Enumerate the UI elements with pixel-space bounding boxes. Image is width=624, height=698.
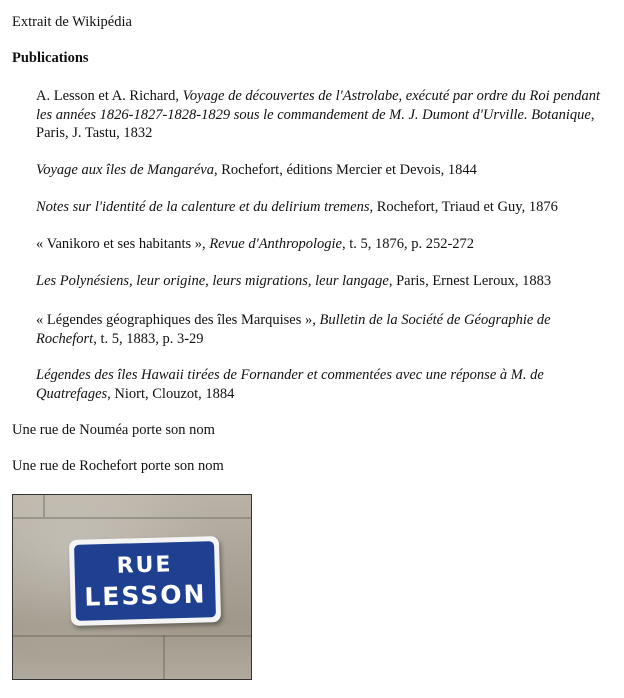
publication-text: , Rochefort, éditions Mercier et Devois, 1844	[213, 162, 477, 178]
source-note: Extrait de Wikipédia	[12, 14, 132, 30]
publication-item	[36, 272, 610, 291]
street-sign-plate	[69, 536, 221, 626]
publication-title: Légendes des îles Hawaii tirées de Fornander et commentées avec une réponse à M. de Quatrefages	[36, 367, 544, 402]
publication-title: Notes sur l'identité de la calenture et du delirium tremens	[36, 199, 370, 215]
publication-text: A. Lesson et A. Richard,	[36, 88, 183, 104]
street-note-rochefort: Une rue de Rochefort porte son nom	[12, 458, 224, 474]
publication-text: , Rochefort, Triaud et Guy, 1876	[369, 199, 558, 215]
publication-title: Revue d'Anthropologie	[209, 236, 342, 252]
stone-joint	[13, 517, 251, 519]
publication-item	[36, 161, 610, 180]
publication-text: , t. 5, 1876, p. 252-272	[341, 236, 475, 252]
street-sign-line2: LESSON	[83, 579, 207, 612]
publication-item	[36, 235, 610, 254]
publication-text: , t. 5, 1883, p. 3-29	[93, 330, 204, 347]
publication-title: Les Polynésiens, leur origine, leurs migrations, leur langage	[36, 273, 389, 289]
street-sign-face	[74, 541, 216, 621]
publication-text: « Légendes géographiques des îles Marquises »,	[36, 312, 320, 328]
publication-item	[36, 366, 610, 403]
street-sign-photo	[12, 494, 252, 680]
section-heading: Publications	[12, 50, 89, 66]
publication-item	[36, 198, 610, 217]
publication-title: Voyage de découvertes de l'Astrolabe, exécuté par ordre du Roi pendant les années 1826-1827-1828-1829 sous le commandement de M. J. Dumont d'Urville. Botanique	[36, 88, 601, 123]
publication-item	[36, 311, 610, 348]
stone-joint	[13, 635, 251, 637]
publication-text: , Paris, Ernest Leroux, 1883	[388, 273, 552, 289]
publication-text: , Niort, Clouzot, 1884	[107, 385, 235, 402]
publication-text: , Paris, J. Tastu, 1832	[36, 106, 595, 141]
street-sign-line1: RUE	[116, 552, 173, 579]
publication-title: Bulletin de la Société de Géographie de Rochefort	[36, 312, 551, 347]
publication-text: « Vanikoro et ses habitants »,	[36, 236, 210, 252]
publication-item	[36, 87, 610, 143]
publication-title: Voyage aux îles de Mangaréva	[36, 162, 214, 178]
stone-joint	[163, 635, 165, 679]
street-note-noumea: Une rue de Nouméa porte son nom	[12, 422, 215, 438]
stone-joint	[43, 495, 45, 517]
